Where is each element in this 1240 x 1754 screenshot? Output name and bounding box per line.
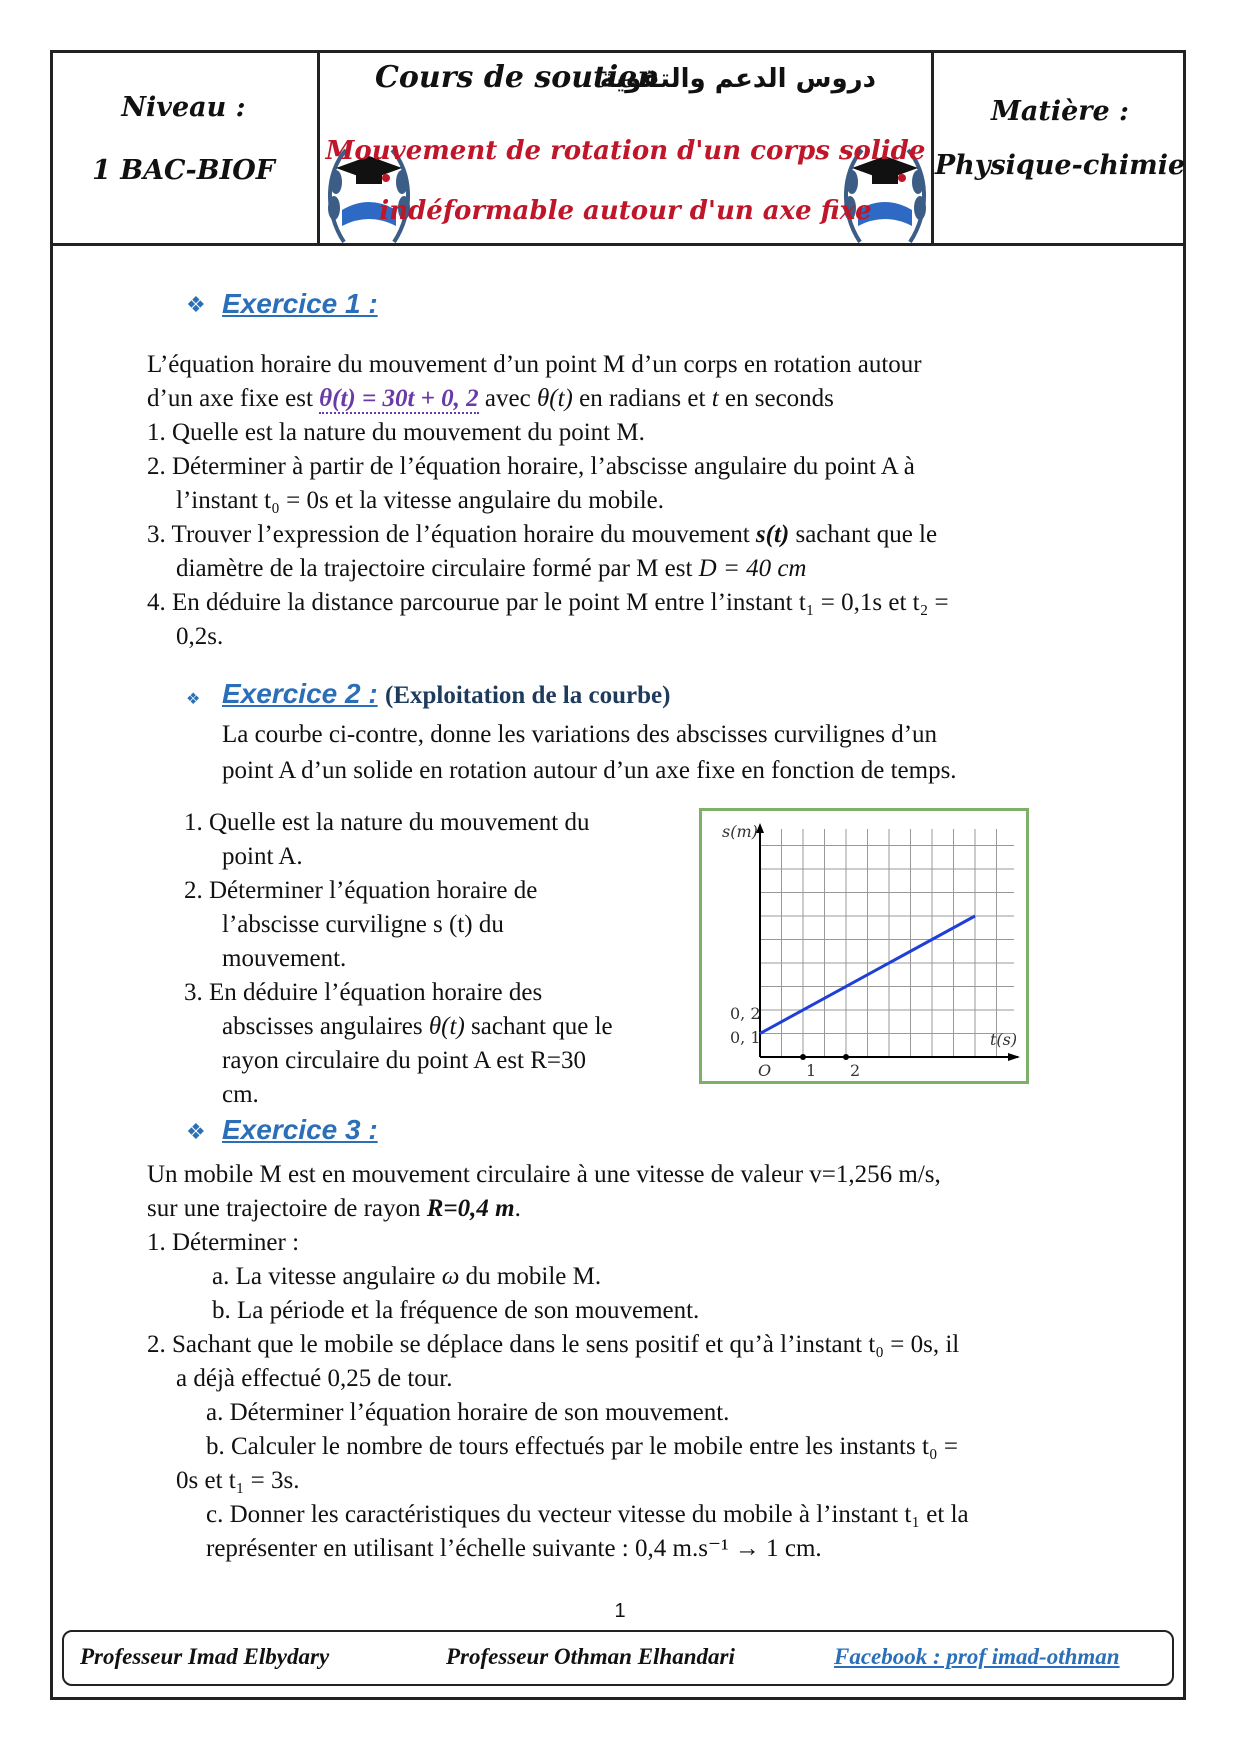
ex1-intro-text-b: avec [484,385,531,412]
ex3-question-1b: b. La période et la fréquence de son mouvement. [212,1297,700,1324]
ex3-question-1a [212,1260,601,1293]
chart-labels [722,822,1017,1080]
origin-label: O [758,1061,772,1080]
x-axis-label: t(s) [990,1030,1018,1049]
ex1-question-2-line2: l’instant t₀ = 0s et la vitesse angulaire du mobile. [176,487,664,514]
ex2-intro-line1: La courbe ci-contre, donne les variations des abscisses curvilignes d’un [222,721,938,748]
ex1-question-4-line1: 4. En déduire la distance parcourue par le point M entre l’instant t₁ = 0,1s et t₂ = [147,589,949,616]
chart-grid [760,829,1014,1057]
ex1-q3-s: s(t) [755,521,790,548]
ex1-equation: θ(t) = 30t + 0, 2 [319,385,479,412]
x-tick-mark [800,1054,806,1060]
exercise-1-title: Exercice 1 : [222,288,378,319]
ex3-omega: ω [441,1263,460,1290]
lesson-title-line1: Mouvement de rotation d'un corps solide [325,136,926,166]
ex1-question-1: 1. Quelle est la nature du mouvement du point M. [147,419,645,446]
ex2-question-2-line1: 2. Déterminer l’équation horaire de [184,877,538,904]
ex1-q3-text-c: diamètre de la trajectoire circulaire formé par M est [176,555,693,582]
ex3-intro-line1: Un mobile M est en mouvement circulaire à une vitesse de valeur v=1,256 m/s, [147,1161,941,1188]
ex3-question-2b-line2: 0s et t₁ = 3s. [176,1467,300,1494]
ex2-q3-text-a: abscisses angulaires [222,1013,423,1040]
level-value: 1 BAC-BIOF [92,155,275,186]
ex3-question-2a: a. Déterminer l’équation horaire de son mouvement. [206,1399,730,1426]
ex3-question-2-line1: 2. Sachant que le mobile se déplace dans le sens positif et qu’à l’instant t₀ = 0s, il [147,1331,960,1358]
ex1-question-3-line2 [176,552,806,585]
ex2-question-1-line1: 1. Quelle est la nature du mouvement du [184,809,590,836]
ex2-question-2-line2: l’abscisse curviligne s (t) du [222,911,504,938]
header-table [50,50,1186,246]
ex3-question-1: 1. Déterminer : [147,1229,300,1256]
y-tick-label-02: 0, 2 [730,1004,761,1023]
chart-axes [756,823,1020,1061]
exercise-2-subtitle: (Exploitation de la courbe) [385,682,671,709]
x-tick-mark [843,1054,849,1060]
ex1-theta: θ(t) [536,385,573,412]
ex1-q3-text-a: 3. Trouver l’expression de l’équation horaire du mouvement [147,521,750,548]
ex3-question-2c-line2: représenter en utilisant l’échelle suivante : 0,4 m.s⁻¹ → 1 cm. [206,1535,822,1562]
subject-value: Physique-chimie [934,150,1186,181]
ex1-q3-diameter: D = 40 cm [698,555,807,582]
ex1-q3-text-b: sachant que le [795,521,938,548]
ex2-question-1-line2: point A. [222,843,303,870]
ex2-intro-line2: point A d’un solide en rotation autour d’un axe fixe en fonction de temps. [222,757,957,784]
ex1-intro-line2 [147,382,834,415]
ex3-intro-line2 [147,1192,521,1225]
x-tick-label-1: 1 [806,1061,817,1080]
ex3-intro-text-a: sur une trajectoire de rayon [147,1195,421,1222]
ex1-question-4-line2: 0,2s. [176,623,224,650]
course-title-latin: Cours de soutien [375,60,660,95]
y-tick-label-01: 0, 1 [730,1028,761,1047]
ex1-t-var: t [711,385,719,412]
ex2-question-3-line3: rayon circulaire du point A est R=30 [222,1047,587,1074]
ex2-question-3-line1: 3. En déduire l’équation horaire des [184,979,543,1006]
footer-professor-2: Professeur Othman Elhandari [446,1644,735,1669]
ex1-intro-line1: L’équation horaire du mouvement d’un point M d’un corps en rotation autour [147,351,922,378]
diamond-bullet-icon: ❖ [186,1119,206,1144]
s-t-chart [702,811,1026,1081]
ex1-intro-text-d: en seconds [724,385,834,412]
ex3-q1a-text-a: a. La vitesse angulaire [212,1263,436,1290]
ex2-question-2-line3: mouvement. [222,945,347,972]
ex1-question-2-line1: 2. Déterminer à partir de l’équation horaire, l’abscisse angulaire du point A à [147,453,915,480]
x-tick-label-2: 2 [850,1061,861,1080]
diamond-bullet-icon: ❖ [186,691,201,708]
exercise-2-title: Exercice 2 : [222,678,378,709]
level-label: Niveau : [121,92,246,123]
exercise-3-title: Exercice 3 : [222,1114,378,1145]
lesson-title-line2: indéformable autour d'un axe fixe [379,196,872,226]
footer-facebook-link[interactable]: Facebook : prof imad-othman [834,1644,1120,1669]
ex2-q3-theta: θ(t) [428,1013,465,1040]
footer-box [62,1630,1174,1686]
ex3-radius: R=0,4 m [426,1195,515,1222]
page-number: 1 [614,1600,626,1622]
y-axis-label: s(m) [722,822,758,841]
ex3-question-2-line2: a déjà effectué 0,25 de tour. [176,1365,453,1392]
x-axis-arrow [1008,1053,1020,1061]
ex3-intro-text-b: . [514,1195,521,1222]
subject-label: Matière : [990,96,1130,127]
ex2-question-3-line2 [222,1010,613,1043]
ex3-q1a-text-b: du mobile M. [465,1263,602,1290]
ex3-question-2b-line1: b. Calculer le nombre de tours effectués par le mobile entre les instants t₀ = [206,1433,958,1460]
ex1-intro-text-a: d’un axe fixe est [147,385,313,412]
footer-professor-1: Professeur Imad Elbydary [80,1644,330,1669]
ex1-question-3-line1 [147,518,937,551]
diamond-bullet-icon: ❖ [186,292,206,317]
ex2-question-3-line4: cm. [222,1081,259,1108]
ex2-q3-text-b: sachant que le [471,1013,613,1040]
ex3-question-2c-line1: c. Donner les caractéristiques du vecteur vitesse du mobile à l’instant t₁ et la [206,1501,969,1528]
course-title-arabic: دروس الدعم والتقوية [599,64,876,94]
header-title-cell [320,50,934,243]
header-subject-cell [934,50,1186,243]
ex1-intro-text-c: en radians et [579,385,706,412]
header-level-cell [50,50,320,243]
curve-graph-box [699,808,1029,1084]
